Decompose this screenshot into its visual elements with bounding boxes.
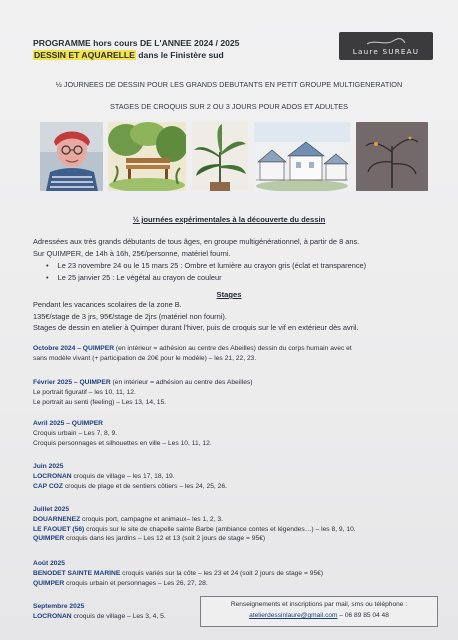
photo-palm-plant-drawing <box>192 122 248 191</box>
schedule-june <box>33 462 227 491</box>
month-label: Février 2025 – QUIMPER <box>33 379 111 386</box>
month-detail: (en intérieur = adhésion au centre des Abeilles) dessin du corps humain avec et <box>114 345 352 352</box>
half-days-list <box>46 260 366 283</box>
place-detail: croquis sur le site de chapelle sainte Barbe (ambiance contes et légendes…) – les 8, 9, 10. <box>84 525 356 533</box>
contact-box <box>200 596 438 627</box>
email-link[interactable]: atelierdessinlaure@gmail.com <box>249 612 338 619</box>
place-detail: croquis port, campagne et animaux– les 1, 2, 3. <box>80 515 223 523</box>
place-detail: croquis de plage et de sentiers côtiers – les 24, 25, 26. <box>62 482 227 490</box>
title-location: dans le Finistère sud <box>135 50 224 60</box>
stages-line: 135€/stage de 3 jrs, 95€/stage de 2jrs (matériel non fourni). <box>33 311 227 321</box>
schedule-october <box>33 344 352 364</box>
schedule-august-head: Août 2025 <box>33 560 65 567</box>
flyer-title <box>33 38 239 60</box>
schedule-line <box>33 569 323 579</box>
schedule-line: Croquis urbain – Les 7, 8, 9. <box>33 429 118 437</box>
schedule-line <box>33 525 356 535</box>
half-days-heading: ½ journées expérimentales à la découverte du dessin <box>132 215 326 224</box>
schedule-october-head <box>33 344 352 354</box>
list-item: • Le 25 janvier 25 : Le végétal au crayon de couleur <box>46 272 366 284</box>
place-detail: croquis de village – les 17, 18, 19. <box>71 472 175 480</box>
schedule-september <box>33 602 166 622</box>
logo-text: Laure SUREAU <box>352 47 420 56</box>
phone-number: – 06 89 85 04 48 <box>337 612 389 619</box>
month-detail: (en intérieur = adhésion au centre des Abeilles) <box>110 379 253 386</box>
schedule-line: Le portrait figuratif – les 10, 11, 12. <box>33 388 136 396</box>
schedule-line <box>33 579 323 589</box>
place-detail: croquis variés sur la côte – les 23 et 24 (soit 2 jours de stage = 95€) <box>120 569 324 577</box>
schedule-july <box>33 505 356 544</box>
schedule-line: Le portrait au senti (feeling) – Les 13, 14, 15. <box>33 398 167 406</box>
place-label: QUIMPER <box>33 579 65 587</box>
place-label: LOCRONAN <box>33 472 72 480</box>
schedule-line <box>33 534 356 544</box>
schedule-april <box>33 419 212 448</box>
schedule-july-head: Juillet 2025 <box>33 506 70 513</box>
schedule-line <box>33 472 227 482</box>
place-label: LOCRONAN <box>33 612 72 620</box>
schedule-line <box>33 482 227 492</box>
place-label: QUIMPER <box>33 535 65 543</box>
logo-brush-mark <box>365 37 407 47</box>
photo-village-sketch <box>254 122 350 191</box>
schedule-june-head: Juin 2025 <box>33 463 64 470</box>
stages-line: Stages de dessin en atelier à Quimper durant l'hiver, puis de croquis sur le vif en extérieur dès avril. <box>33 323 359 333</box>
schedule-april-head: Avril 2025 – QUIMPER <box>33 420 103 427</box>
title-highlight: DESSIN ET AQUARELLE <box>34 50 135 60</box>
contact-details <box>201 612 437 619</box>
place-label: BENODET SAINTE MARINE <box>33 569 121 577</box>
half-days-intro-line-2: Sur QUIMPER, de 14h à 16h, 25€/personne, matériel fourni. <box>33 248 231 258</box>
subtitle-stages: STAGES DE CROQUIS SUR 2 OU 3 JOURS POUR ADOS ET ADULTES <box>109 102 348 111</box>
subtitle-half-days: ½ JOURNEES DE DESSIN POUR LES GRANDS DEBUTANTS EN PETIT GROUPE MULTIGENERATION <box>55 80 403 89</box>
place-detail: croquis dans les jardins – Les 12 et 13 (soit 2 jours de stage = 95€) <box>64 535 266 543</box>
half-days-intro <box>33 236 359 259</box>
stages-intro <box>33 299 359 334</box>
schedule-line <box>33 515 356 525</box>
contact-intro: Renseignements et inscriptions par mail, sms ou téléphone : <box>230 601 408 608</box>
schedule-september-head: Septembre 2025 <box>33 603 85 610</box>
photo-portrait-drawing <box>40 122 103 191</box>
place-label: CAP COZ <box>33 482 63 490</box>
schedule-line: Croquis personnages et silhouettes en ville – Les 10, 11, 12. <box>33 439 212 447</box>
title-subject <box>33 50 239 60</box>
place-label: LE FAOUET (56) <box>33 525 85 533</box>
schedule-line <box>33 612 166 622</box>
logo <box>339 32 433 60</box>
schedule-february <box>33 378 253 407</box>
photo-dark-plant-drawing <box>356 122 428 191</box>
list-item: • Le 23 novembre 24 ou le 15 mars 25 : Ombre et lumière au crayon gris (éclat et transparence) <box>46 260 366 272</box>
artwork-gallery <box>0 122 458 192</box>
place-label: DOUARNENEZ <box>33 515 81 523</box>
place-detail: croquis de village – Les 3, 4, 5. <box>71 612 166 620</box>
place-detail: croquis urbain et personnages – Les 26, 27, 28. <box>64 579 208 587</box>
title-program: PROGRAMME hors cours DE L'ANNEE 2024 / 2025 <box>33 38 240 48</box>
half-days-intro-line-1: Adressées aux très grands débutants de tous âges, en groupe multigénérationnel, à partir de 8 ans. <box>33 237 360 246</box>
schedule-february-head <box>33 378 253 388</box>
schedule-august <box>33 559 323 588</box>
month-label: Octobre 2024 – QUIMPER <box>33 345 115 352</box>
schedule-line: sans modèle vivant (+ participation de 20€ pour le modèle) – les 21, 22, 23. <box>33 354 257 362</box>
stages-line: Pendant les vacances scolaires de la zone B. <box>33 300 182 309</box>
photo-garden-bench-watercolor <box>108 122 186 191</box>
stages-heading: Stages <box>216 290 242 299</box>
